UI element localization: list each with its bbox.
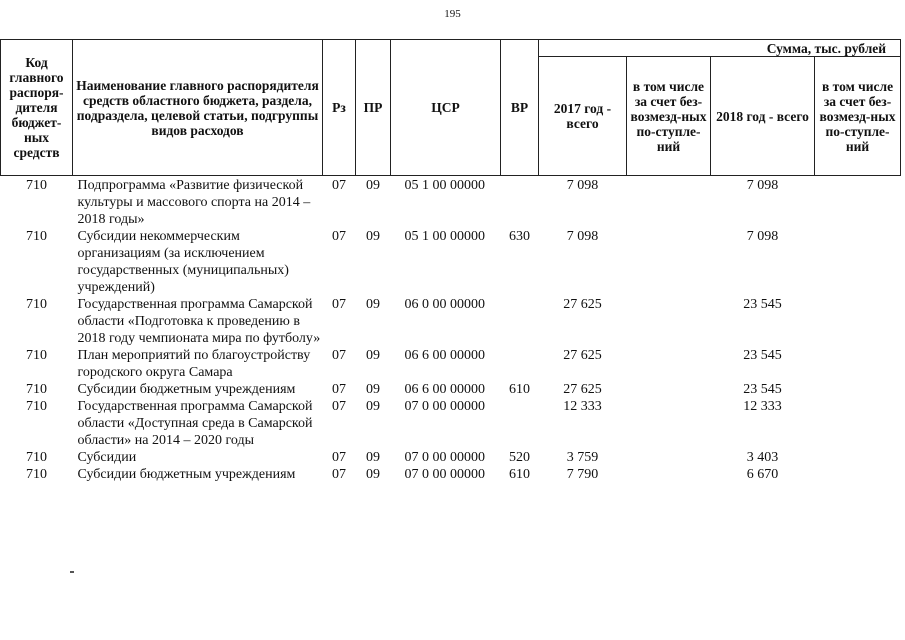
cell-pr: 09 xyxy=(366,229,380,244)
cell-2018-free xyxy=(815,228,901,296)
cell-vr xyxy=(501,176,539,229)
header-rz: Рз xyxy=(323,40,356,176)
cell-2018-free xyxy=(815,398,901,449)
cell-pr: 09 xyxy=(366,382,380,397)
cell-name: Субсидии бюджетным учреждениям xyxy=(77,467,296,482)
cell-2017-total: 7 098 xyxy=(566,229,599,244)
cell-2017-free xyxy=(627,296,711,347)
header-vr: ВР xyxy=(501,40,539,176)
header-2018-total: 2018 год - всего xyxy=(711,57,815,176)
cell-2017-free xyxy=(627,228,711,296)
cell-2018-total: 7 098 xyxy=(746,178,779,193)
table-row xyxy=(1,381,901,398)
cell-kod: 710 xyxy=(26,348,47,363)
cell-name: Государственная программа Самарской области «Доступная среда в Самарской области» на 2014 – 2020 годы xyxy=(77,399,313,448)
cell-rz: 07 xyxy=(332,399,346,414)
table-row xyxy=(1,347,901,381)
cell-vr: 610 xyxy=(509,382,530,397)
cell-csr: 06 6 00 00000 xyxy=(404,348,485,363)
cell-2017-total: 12 333 xyxy=(563,399,602,414)
cell-rz: 07 xyxy=(332,178,346,193)
table-row xyxy=(1,449,901,466)
page-number: 195 xyxy=(444,8,461,20)
cell-vr: 610 xyxy=(509,467,530,482)
cell-rz: 07 xyxy=(332,229,346,244)
cell-kod: 710 xyxy=(26,178,47,193)
cell-csr: 06 6 00 00000 xyxy=(404,382,485,397)
cell-name: Субсидии xyxy=(77,450,137,465)
header-kod: Код главного распоря-дителя бюджет-ных средств xyxy=(1,40,73,176)
cell-vr xyxy=(501,296,539,347)
cell-pr: 09 xyxy=(366,450,380,465)
cell-name: Субсидии бюджетным учреждениям xyxy=(77,382,296,397)
cell-vr xyxy=(501,398,539,449)
cell-2017-free xyxy=(627,347,711,381)
cell-csr: 07 0 00 00000 xyxy=(404,399,485,414)
header-name: Наименование главного распорядителя средств областного бюджета, раздела, подраздела, целевой статьи, подгруппы видов расходов xyxy=(73,40,323,176)
cell-vr: 520 xyxy=(509,450,530,465)
header-2018-free: в том числе за счет без-возмезд-ных по-ступле-ний xyxy=(815,57,901,176)
cell-kod: 710 xyxy=(26,450,47,465)
cell-2017-free xyxy=(627,449,711,466)
scan-speck xyxy=(70,571,74,573)
cell-kod: 710 xyxy=(26,467,47,482)
table-row xyxy=(1,176,901,229)
cell-rz: 07 xyxy=(332,297,346,312)
cell-2018-total: 7 098 xyxy=(746,229,779,244)
header-csr: ЦСР xyxy=(391,40,501,176)
cell-pr: 09 xyxy=(366,297,380,312)
table-row xyxy=(1,398,901,449)
cell-2017-free xyxy=(627,176,711,229)
cell-2017-total: 3 759 xyxy=(566,450,599,465)
table-header xyxy=(1,40,901,176)
cell-name: Подпрограмма «Развитие физической культуры и массового спорта на 2014 – 2018 годы» xyxy=(77,178,311,227)
cell-2018-free xyxy=(815,176,901,229)
cell-pr: 09 xyxy=(366,399,380,414)
header-2017-free: в том числе за счет без-возмезд-ных по-ступле-ний xyxy=(627,57,711,176)
cell-rz: 07 xyxy=(332,450,346,465)
table-body xyxy=(1,176,901,484)
cell-2017-total: 27 625 xyxy=(563,382,602,397)
budget-table xyxy=(0,39,901,483)
cell-2018-total: 12 333 xyxy=(743,399,782,414)
cell-csr: 06 0 00 00000 xyxy=(404,297,485,312)
cell-csr: 05 1 00 00000 xyxy=(404,178,485,193)
cell-rz: 07 xyxy=(332,348,346,363)
cell-csr: 07 0 00 00000 xyxy=(404,450,485,465)
cell-kod: 710 xyxy=(26,297,47,312)
cell-2018-free xyxy=(815,347,901,381)
cell-vr: 630 xyxy=(509,229,530,244)
cell-pr: 09 xyxy=(366,467,380,482)
cell-kod: 710 xyxy=(26,399,47,414)
header-sum: Сумма, тыс. рублей xyxy=(539,40,901,57)
cell-2018-free xyxy=(815,449,901,466)
cell-2017-total: 7 098 xyxy=(566,178,599,193)
cell-2017-total: 27 625 xyxy=(563,297,602,312)
cell-rz: 07 xyxy=(332,467,346,482)
cell-2018-total: 23 545 xyxy=(743,382,782,397)
cell-2018-total: 23 545 xyxy=(743,348,782,363)
cell-2018-total: 3 403 xyxy=(746,450,779,465)
cell-2017-free xyxy=(627,466,711,483)
cell-2018-free xyxy=(815,466,901,483)
table-row xyxy=(1,466,901,483)
cell-kod: 710 xyxy=(26,382,47,397)
cell-vr xyxy=(501,347,539,381)
cell-2017-free xyxy=(627,381,711,398)
cell-2018-total: 23 545 xyxy=(743,297,782,312)
cell-name: Субсидии некоммерческим организациям (за исключением государственных (муниципальных) учреждений) xyxy=(77,229,289,295)
cell-csr: 05 1 00 00000 xyxy=(404,229,485,244)
cell-name: План мероприятий по благоустройству городского округа Самара xyxy=(77,348,311,380)
header-2017-total: 2017 год - всего xyxy=(539,57,627,176)
cell-2017-total: 7 790 xyxy=(566,467,599,482)
header-pr: ПР xyxy=(356,40,391,176)
cell-kod: 710 xyxy=(26,229,47,244)
cell-rz: 07 xyxy=(332,382,346,397)
cell-name: Государственная программа Самарской области «Подготовка к проведению в 2018 году чемпионата мира по футболу» xyxy=(77,297,321,346)
cell-pr: 09 xyxy=(366,348,380,363)
cell-pr: 09 xyxy=(366,178,380,193)
cell-2018-free xyxy=(815,296,901,347)
table-row xyxy=(1,296,901,347)
cell-2018-free xyxy=(815,381,901,398)
cell-2017-free xyxy=(627,398,711,449)
table-row xyxy=(1,228,901,296)
cell-2017-total: 27 625 xyxy=(563,348,602,363)
cell-2018-total: 6 670 xyxy=(746,467,779,482)
cell-csr: 07 0 00 00000 xyxy=(404,467,485,482)
